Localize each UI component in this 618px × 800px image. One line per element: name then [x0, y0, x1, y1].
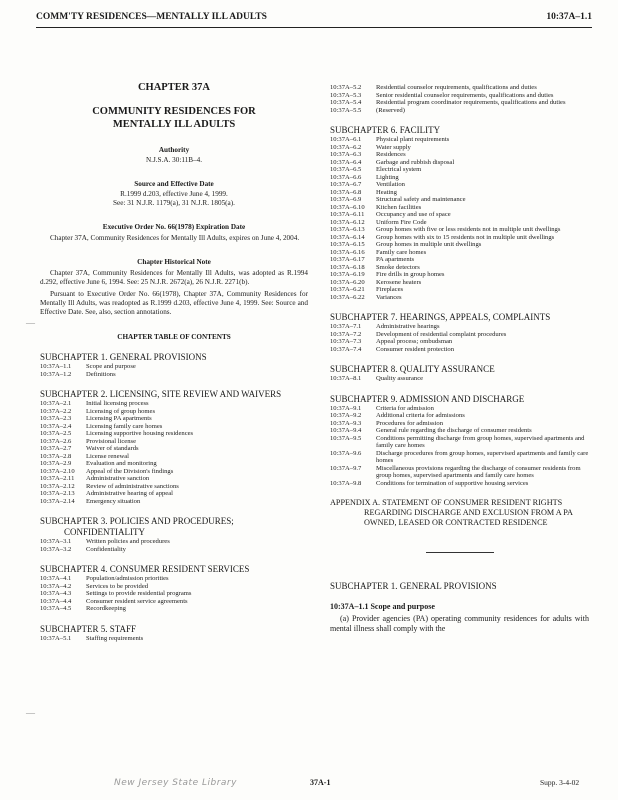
toc-entry [40, 598, 308, 606]
toc-entry-title: Residential counselor requirements, qualifications and duties [376, 84, 537, 91]
toc-entry [330, 249, 589, 257]
toc-entry [40, 423, 308, 431]
toc-entry [40, 408, 308, 416]
toc-subchapter-5-continued-list [330, 84, 589, 114]
toc-entry-number: 10:37A–2.8 [40, 452, 72, 460]
toc-entry-title: (Reserved) [376, 106, 405, 114]
toc-entry [330, 323, 589, 331]
running-header [36, 12, 592, 26]
toc-entry-number: 10:37A–6.17 [330, 256, 365, 263]
scan-mark-1: —​ [26, 318, 35, 328]
toc-entry-title: Provisional license [86, 437, 136, 445]
toc-entry-number: 10:37A–9.6 [330, 449, 362, 457]
toc-entry [330, 136, 589, 144]
toc-entry-title: Ventilation [376, 181, 405, 188]
toc-entry [330, 151, 589, 159]
toc-entry-number: 10:37A–9.8 [330, 479, 362, 487]
executive-order-text: Chapter 37A, Community Residences for Mentally Ill Adults, expires on June 4, 2004. [50, 234, 300, 242]
toc-entry [40, 605, 308, 613]
toc-entry-number: 10:37A–5.4 [330, 99, 362, 106]
toc-entry-title: Fire drills in group homes [376, 271, 445, 278]
toc-entry [40, 460, 308, 468]
toc-entry-title: Licensing supportive housing residences [86, 430, 194, 437]
toc-entry-title: PA apartments [376, 256, 415, 263]
toc-subchapter-7-list [330, 323, 589, 353]
toc-entry-number: 10:37A–4.3 [40, 590, 72, 597]
toc-entry [40, 498, 308, 506]
toc-entry-number: 10:37A–7.3 [330, 338, 362, 345]
toc-entry [330, 271, 589, 279]
toc-entry [330, 181, 589, 189]
toc-entry [330, 241, 589, 249]
toc-entry-title: General rule regarding the discharge of consumer residents [376, 427, 532, 434]
toc-entry [40, 483, 308, 491]
toc-entry [40, 438, 308, 446]
toc-entry-title: Group homes with five or less residents not in multiple unit dwellings [376, 226, 561, 233]
toc-entry-number: 10:37A–6.20 [330, 278, 365, 286]
toc-entry-title: Definitions [86, 370, 116, 378]
library-watermark: New Jersey State Library [114, 778, 237, 788]
toc-entry-title: Fireplaces [376, 286, 404, 293]
toc-entry-title: Quality assurance [376, 375, 424, 382]
executive-order-heading: Executive Order No. 66(1978) Expiration Date [102, 223, 246, 231]
toc-entry-number: 10:37A–6.22 [330, 293, 365, 301]
toc-entry [330, 99, 589, 107]
toc-entry-number: 10:37A–4.4 [40, 597, 72, 605]
toc-entry-number: 10:37A–6.7 [330, 181, 362, 188]
toc-entry [330, 375, 589, 383]
toc-entry-title: Services to be provided [86, 582, 149, 590]
toc-entry-number: 10:37A–3.1 [40, 538, 72, 545]
toc-entry [40, 445, 308, 453]
section-divider [426, 552, 494, 553]
toc-subchapter-6-list [330, 136, 589, 301]
toc-appendix-a: APPENDIX A. STATEMENT OF CONSUMER RESIDENT RIGHTS REGARDING DISCHARGE AND EXCLUSION FROM A PA OWNED, LEASED OR CONTRACTED RESIDENCE [330, 498, 573, 527]
toc-entry-number: 10:37A–2.14 [40, 497, 75, 505]
toc-entry [40, 400, 308, 408]
toc-entry [330, 211, 589, 219]
toc-entry [40, 583, 308, 591]
toc-entry-number: 10:37A–6.12 [330, 218, 365, 226]
toc-entry-number: 10:37A–2.10 [40, 467, 75, 475]
toc-entry-number: 10:37A–6.19 [330, 271, 365, 278]
toc-entry-title: Procedures for admission [376, 419, 444, 427]
toc-entry-number: 10:37A–2.5 [40, 430, 72, 437]
toc-entry [330, 234, 589, 242]
toc-entry-number: 10:37A–9.3 [330, 419, 362, 427]
toc-entry [330, 204, 589, 212]
toc-entry [330, 405, 589, 413]
toc-subchapter-3-list [40, 538, 308, 553]
toc-entry-title: Conditions for termination of supportive housing services [376, 479, 529, 487]
toc-entry-number: 10:37A–2.7 [40, 445, 72, 452]
toc-entry-number: 10:37A–5.3 [330, 91, 362, 99]
toc-entry-title: Written policies and procedures [86, 538, 170, 545]
toc-entry-number: 10:37A–6.13 [330, 226, 365, 233]
toc-entry [40, 635, 308, 643]
toc-subchapter-2-title: SUBCHAPTER 2. LICENSING, SITE REVIEW AND WAIVERS [40, 389, 282, 399]
body-paragraph-a: (a) Provider agencies (PA) operating community residences for adults with mental illness shall comply with the [330, 614, 589, 633]
toc-subchapter-4-title: SUBCHAPTER 4. CONSUMER RESIDENT SERVICES [40, 564, 250, 574]
toc-entry-title: Review of administrative sanctions [86, 482, 179, 490]
toc-entry [330, 189, 589, 197]
toc-entry-number: 10:37A–1.1 [40, 363, 72, 370]
source-line-2: See: 31 N.J.R. 1179(a), 31 N.J.R. 1805(a). [113, 199, 235, 207]
toc-entry-number: 10:37A–4.1 [40, 575, 72, 582]
toc-entry-title: Development of residential complaint procedures [376, 330, 507, 338]
toc-entry-title: Initial licensing process [86, 400, 149, 407]
toc-entry-number: 10:37A–6.8 [330, 188, 362, 196]
toc-entry-title: Confidentiality [86, 545, 126, 553]
scan-mark-2: —​ [26, 708, 35, 718]
toc-entry-number: 10:37A–2.12 [40, 482, 75, 490]
toc-entry [330, 427, 589, 435]
toc-entry [330, 286, 589, 294]
header-section-number: 10:37A–1.1 [546, 12, 592, 22]
toc-entry [330, 174, 589, 182]
toc-entry-number: 10:37A–6.5 [330, 166, 362, 173]
toc-subchapter-8-list [330, 375, 589, 383]
toc-entry-title: Evaluation and monitoring [86, 460, 157, 467]
toc-entry [330, 84, 589, 92]
toc-entry-title: Settings to provide residential programs [86, 590, 192, 597]
toc-entry [330, 420, 589, 428]
chapter-number: CHAPTER 37A [137, 82, 211, 93]
toc-entry [40, 453, 308, 461]
toc-entry-number: 10:37A–4.5 [40, 605, 72, 612]
toc-entry-title: Miscellaneous provisions regarding the discharge of consumer residents from group homes, supervised apartments and family care homes [376, 464, 581, 479]
toc-entry-title: Population/admission priorities [86, 575, 169, 582]
toc-entry-title: Senior residential counselor requirements, qualifications and duties [376, 91, 554, 99]
toc-subchapter-9-title: SUBCHAPTER 9. ADMISSION AND DISCHARGE [330, 393, 525, 404]
toc-entry-number: 10:37A–6.3 [330, 151, 362, 158]
toc-entry-number: 10:37A–2.2 [40, 407, 72, 415]
toc-entry [40, 538, 308, 546]
toc-entry [330, 144, 589, 152]
toc-entry-title: Licensing of group homes [86, 407, 156, 415]
toc-entry-title: Scope and purpose [86, 363, 136, 370]
toc-entry [40, 490, 308, 498]
toc-entry [40, 363, 308, 371]
header-rule [36, 27, 592, 28]
toc-entry-title: Administrative hearing of appeal [86, 490, 173, 497]
toc-subchapter-5-list [40, 635, 308, 643]
toc-subchapter-7-title: SUBCHAPTER 7. HEARINGS, APPEALS, COMPLAINTS [330, 312, 551, 322]
toc-entry-number: 10:37A–2.6 [40, 437, 72, 445]
toc-entry-title: Kerosene heaters [376, 278, 422, 286]
toc-entry-number: 10:37A–6.1 [330, 136, 362, 143]
toc-subchapter-1-title: SUBCHAPTER 1. GENERAL PROVISIONS [40, 352, 207, 362]
toc-entry-title: Licensing family care homes [86, 422, 163, 430]
toc-entry-title: Uniform Fire Code [376, 218, 427, 226]
toc-entry [330, 412, 589, 420]
toc-entry [40, 468, 308, 476]
toc-entry-title: Licensing PA apartments [86, 415, 152, 422]
chapter-title: COMMUNITY RESIDENCES FOR MENTALLY ILL ADULTS [92, 106, 256, 130]
toc-entry-title: License renewal [86, 452, 130, 460]
toc-entry-title: Criteria for admission [376, 404, 434, 412]
toc-entry [330, 226, 589, 234]
toc-entry-title: Recordkeeping [86, 605, 126, 612]
toc-entry-number: 10:37A–9.4 [330, 427, 362, 434]
toc-entry-number: 10:37A–6.21 [330, 286, 365, 293]
toc-entry [330, 435, 589, 450]
historical-note-paragraph-1: Chapter 37A, Community Residences for Mentally Ill Adults, was adopted as R.1994 d.292, effective June 6, 1994. See: 25 N.J.R. 2672(a), 26 N.J.R. 2271(b). [40, 269, 308, 286]
toc-entry-number: 10:37A–6.4 [330, 158, 362, 166]
toc-entry-number: 10:37A–9.1 [330, 404, 362, 412]
toc-entry-number: 10:37A–1.2 [40, 370, 72, 378]
toc-entry-number: 10:37A–5.2 [330, 84, 362, 91]
toc-entry-number: 10:37A–2.9 [40, 460, 72, 467]
toc-entry-number: 10:37A–5.5 [330, 106, 362, 114]
toc-subchapter-6-title: SUBCHAPTER 6. FACILITY [330, 125, 441, 135]
toc-entry-title: Garbage and rubbish disposal [376, 158, 455, 166]
right-column [330, 84, 589, 634]
toc-entry [40, 415, 308, 423]
toc-entry-title: Residential program coordinator requirements, qualifications and duties [376, 99, 566, 106]
toc-entry [40, 546, 308, 554]
toc-entry-number: 10:37A–6.11 [330, 211, 365, 218]
toc-entry-title: Additional criteria for admissions [376, 412, 465, 419]
toc-entry [40, 475, 308, 483]
toc-entry-number: 10:37A–2.4 [40, 422, 72, 430]
toc-entry [330, 166, 589, 174]
toc-entry-number: 10:37A–9.2 [330, 412, 362, 419]
toc-entry-title: Conditions permitting discharge from group homes, supervised apartments and family care homes [376, 434, 585, 449]
toc-subchapter-1-list [40, 363, 308, 378]
toc-entry-number: 10:37A–7.1 [330, 323, 362, 330]
toc-entry-title: Kitchen facilities [376, 203, 422, 211]
toc-entry-number: 10:37A–9.7 [330, 464, 362, 472]
source-line-1: R.1999 d.203, effective June 4, 1999. [120, 190, 228, 198]
toc-entry-number: 10:37A–6.2 [330, 143, 362, 151]
toc-entry-number: 10:37A–6.9 [330, 196, 362, 203]
toc-entry-number: 10:37A–3.2 [40, 545, 72, 553]
toc-entry-title: Lighting [376, 173, 399, 181]
historical-note-heading: Chapter Historical Note [137, 258, 211, 266]
toc-entry-number: 10:37A–6.18 [330, 263, 365, 271]
toc-entry-title: Smoke detectors [376, 263, 420, 271]
toc-entry-title: Occupancy and use of space [376, 211, 451, 218]
toc-entry-title: Consumer resident service agreements [86, 597, 188, 605]
toc-entry [330, 219, 589, 227]
toc-entry-number: 10:37A–6.14 [330, 233, 365, 241]
toc-entry-title: Structural safety and maintenance [376, 196, 466, 203]
toc-entry-title: Administrative sanction [86, 475, 150, 482]
toc-entry-number: 10:37A–2.3 [40, 415, 72, 422]
toc-entry [330, 159, 589, 167]
toc-entry [330, 279, 589, 287]
toc-entry-title: Consumer resident protection [376, 345, 455, 353]
toc-entry-title: Group homes in multiple unit dwellings [376, 241, 482, 248]
toc-entry [330, 338, 589, 346]
toc-entry-title: Appeal of the Division's findings [86, 467, 174, 475]
historical-note-paragraph-2: Pursuant to Executive Order No. 66(1978), Chapter 37A, Community Residences for Mentally Ill Adults, was readopted as R.1999 d.203, effective June 4, 1999. See: Source and Effective Date. See, also, section annotations. [40, 290, 308, 316]
toc-entry-number: 10:37A–8.1 [330, 375, 362, 382]
toc-entry-title: Administrative hearings [376, 323, 440, 330]
toc-entry-title: Variances [376, 293, 402, 301]
toc-heading: CHAPTER TABLE OF CONTENTS [117, 333, 231, 341]
toc-entry [330, 256, 589, 264]
body-subchapter-1-title: SUBCHAPTER 1. GENERAL PROVISIONS [330, 581, 497, 591]
toc-entry [330, 92, 589, 100]
toc-entry-title: Staffing requirements [86, 634, 144, 642]
toc-subchapter-9-list [330, 405, 589, 488]
toc-entry [40, 575, 308, 583]
toc-entry-number: 10:37A–4.2 [40, 582, 72, 590]
toc-entry [330, 480, 589, 488]
toc-entry-title: Waiver of standards [86, 445, 139, 452]
toc-entry-number: 10:37A–9.5 [330, 434, 362, 442]
toc-entry-number: 10:37A–6.16 [330, 248, 365, 256]
toc-entry [330, 196, 589, 204]
toc-entry-number: 10:37A–6.10 [330, 203, 365, 211]
toc-entry [330, 465, 589, 480]
toc-entry-number: 10:37A–6.15 [330, 241, 365, 248]
toc-subchapter-4-list [40, 575, 308, 613]
toc-entry [40, 371, 308, 379]
source-heading: Source and Effective Date [134, 180, 214, 188]
toc-entry-title: Physical plant requirements [376, 136, 450, 143]
toc-subchapter-2-list [40, 400, 308, 505]
toc-entry-title: Residences [376, 151, 406, 158]
toc-entry-title: Group homes with six to 15 residents not in multiple unit dwellings [376, 233, 555, 241]
toc-subchapter-5-title: SUBCHAPTER 5. STAFF [40, 623, 137, 634]
toc-entry-title: Appeal process; ombudsman [376, 338, 453, 345]
toc-entry-title: Family care homes [376, 248, 427, 256]
toc-entry [40, 590, 308, 598]
toc-entry-number: 10:37A–7.4 [330, 345, 362, 353]
toc-entry-number: 10:37A–6.6 [330, 173, 362, 181]
toc-entry [330, 264, 589, 272]
toc-entry-number: 10:37A–5.1 [40, 634, 72, 642]
toc-entry [330, 450, 589, 465]
page-number: 37A-1 [310, 778, 331, 787]
authority-heading: Authority [158, 146, 190, 154]
toc-entry-title: Water supply [376, 143, 411, 151]
toc-entry-number: 10:37A–7.2 [330, 330, 362, 338]
toc-entry-number: 10:37A–2.1 [40, 400, 72, 407]
toc-entry [330, 346, 589, 354]
toc-subchapter-3-title: SUBCHAPTER 3. POLICIES AND PROCEDURES; CONFIDENTIALITY [40, 516, 234, 537]
body-section-heading: 10:37A–1.1 Scope and purpose [330, 602, 435, 611]
toc-entry-number: 10:37A–2.11 [40, 475, 75, 482]
toc-entry [40, 430, 308, 438]
toc-entry [330, 294, 589, 302]
header-title: COMM'TY RESIDENCES—MENTALLY ILL ADULTS [36, 12, 267, 22]
toc-entry [330, 107, 589, 115]
toc-entry-number: 10:37A–2.13 [40, 490, 75, 497]
toc-entry-title: Emergency situation [86, 497, 141, 505]
supplement-date: Supp. 3-4-02 [540, 778, 580, 787]
toc-entry-title: Electrical system [376, 166, 422, 173]
toc-entry [330, 331, 589, 339]
left-column [40, 34, 308, 642]
toc-subchapter-8-title: SUBCHAPTER 8. QUALITY ASSURANCE [330, 364, 495, 374]
toc-entry-title: Heating [376, 188, 397, 196]
toc-entry-title: Discharge procedures from group homes, supervised apartments and family care homes [376, 449, 589, 464]
authority-text: N.J.S.A. 30:11B–4. [145, 156, 203, 164]
